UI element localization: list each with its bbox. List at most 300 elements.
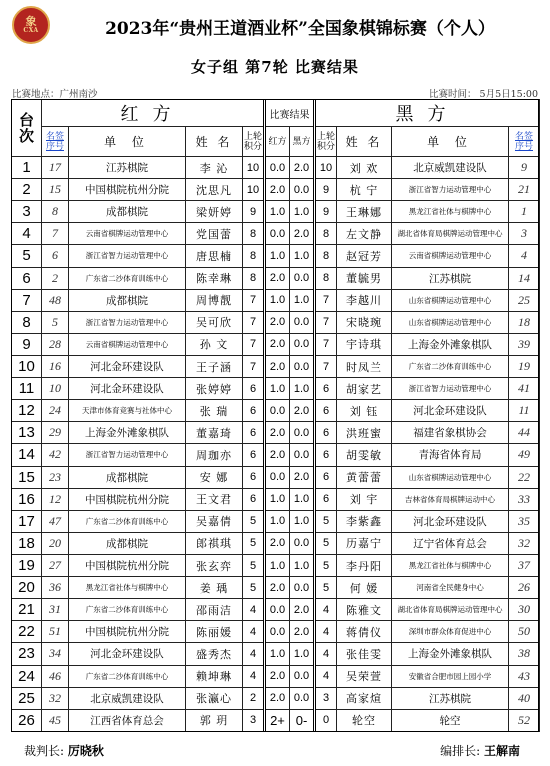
- logo-text: CXA: [23, 26, 39, 34]
- red-name-cell: 周珈亦: [186, 444, 243, 466]
- red-previous-points-cell: 7: [243, 311, 265, 333]
- black-name-cell: 历嘉宁: [337, 532, 392, 554]
- red-unit-cell: 中国棋院杭州分院: [69, 488, 186, 510]
- black-name-header: 姓 名: [337, 127, 392, 157]
- black-result-cell: 0.0: [290, 179, 315, 201]
- red-name-cell: 陈丽媛: [186, 621, 243, 643]
- red-unit-cell: 广东省二沙体育训练中心: [69, 510, 186, 532]
- black-unit-cell: 湖北省体育局棋牌运动管理中心: [392, 599, 509, 621]
- black-result-cell: 0.0: [290, 665, 315, 687]
- red-previous-points-cell: 6: [243, 488, 265, 510]
- red-name-cell: 盛秀杰: [186, 643, 243, 665]
- red-seed-cell: 31: [42, 599, 69, 621]
- red-previous-points-cell: 8: [243, 245, 265, 267]
- red-previous-points-cell: 8: [243, 223, 265, 245]
- black-name-cell: 李丹阳: [337, 554, 392, 576]
- black-seed-cell: 25: [509, 289, 540, 311]
- table-number-cell: 24: [12, 665, 42, 687]
- arranger-label: 编排长:: [440, 744, 481, 758]
- red-seed-cell: 36: [42, 577, 69, 599]
- red-result-cell: 0.0: [265, 157, 290, 179]
- red-result-cell: 1.0: [265, 201, 290, 223]
- red-seed-cell: 12: [42, 488, 69, 510]
- red-result-cell: 2.0: [265, 333, 290, 355]
- red-unit-cell: 中国棋院杭州分院: [69, 621, 186, 643]
- red-previous-points-cell: 6: [243, 422, 265, 444]
- table-number-cell: 9: [12, 333, 42, 355]
- black-unit-cell: 黑龙江省社体与棋牌中心: [392, 201, 509, 223]
- black-result-cell: 0.0: [290, 577, 315, 599]
- black-previous-points-cell: 5: [315, 577, 337, 599]
- black-seed-cell: 22: [509, 466, 540, 488]
- red-result-cell: 2.0: [265, 577, 290, 599]
- table-number-cell: 11: [12, 378, 42, 400]
- red-seed-cell: 28: [42, 333, 69, 355]
- red-unit-header: 单 位: [69, 127, 186, 157]
- black-seed-cell: 4: [509, 245, 540, 267]
- black-result-header: 黑方: [290, 127, 315, 157]
- red-unit-cell: 成都棋院: [69, 466, 186, 488]
- red-name-cell: 邵雨洁: [186, 599, 243, 621]
- red-name-cell: 吴嘉倩: [186, 510, 243, 532]
- red-name-cell: 党国蕾: [186, 223, 243, 245]
- black-unit-cell: 河北金环建设队: [392, 400, 509, 422]
- red-previous-points-cell: 6: [243, 444, 265, 466]
- black-name-cell: 左文静: [337, 223, 392, 245]
- red-name-cell: 梁妍婷: [186, 201, 243, 223]
- black-seed-cell: 21: [509, 179, 540, 201]
- red-result-cell: 0.0: [265, 466, 290, 488]
- red-name-cell: 郎祺琪: [186, 532, 243, 554]
- black-result-cell: 2.0: [290, 157, 315, 179]
- black-seed-cell: 19: [509, 355, 540, 377]
- page-subtitle: 女子组 第7轮 比赛结果: [191, 58, 359, 76]
- black-name-cell: 董毓男: [337, 267, 392, 289]
- red-previous-points-cell: 7: [243, 355, 265, 377]
- black-previous-points-cell: 7: [315, 289, 337, 311]
- red-side-header: 红方: [42, 100, 265, 127]
- black-name-cell: 李紫鑫: [337, 510, 392, 532]
- black-seed-cell: 9: [509, 157, 540, 179]
- black-unit-cell: 青海省体育局: [392, 444, 509, 466]
- black-result-cell: 1.0: [290, 488, 315, 510]
- red-result-cell: 1.0: [265, 289, 290, 311]
- table-number-cell: 8: [12, 311, 42, 333]
- red-seed-cell: 27: [42, 554, 69, 576]
- black-result-cell: 1.0: [290, 245, 315, 267]
- table-number-cell: 17: [12, 510, 42, 532]
- black-name-cell: 宇诗琪: [337, 333, 392, 355]
- red-unit-cell: 云南省棋牌运动管理中心: [69, 223, 186, 245]
- red-name-cell: 赖坤琳: [186, 665, 243, 687]
- black-previous-points-cell: 0: [315, 709, 337, 731]
- red-result-cell: 2.0: [265, 179, 290, 201]
- black-name-cell: 高家煊: [337, 687, 392, 709]
- black-previous-points-cell: 6: [315, 400, 337, 422]
- black-result-cell: 2.0: [290, 466, 315, 488]
- black-name-cell: 陈雅文: [337, 599, 392, 621]
- red-seed-cell: 48: [42, 289, 69, 311]
- black-result-cell: 1.0: [290, 201, 315, 223]
- table-number-cell: 15: [12, 466, 42, 488]
- black-seed-cell: 39: [509, 333, 540, 355]
- red-seed-cell: 46: [42, 665, 69, 687]
- black-seed-header-text: 名签序号: [514, 131, 533, 152]
- table-number-cell: 12: [12, 400, 42, 422]
- table-number-cell: 23: [12, 643, 42, 665]
- black-unit-cell: 江苏棋院: [392, 687, 509, 709]
- red-name-cell: 陈幸琳: [186, 267, 243, 289]
- black-previous-points-cell: 7: [315, 333, 337, 355]
- black-seed-cell: 41: [509, 378, 540, 400]
- black-unit-cell: 山东省棋牌运动管理中心: [392, 311, 509, 333]
- black-seed-cell: 26: [509, 577, 540, 599]
- black-seed-cell: 43: [509, 665, 540, 687]
- table-number-cell: 2: [12, 179, 42, 201]
- black-previous-points-cell: 10: [315, 157, 337, 179]
- red-seed-cell: 5: [42, 311, 69, 333]
- black-name-cell: 蒋倩仪: [337, 621, 392, 643]
- black-unit-cell: 北京威凯建设队: [392, 157, 509, 179]
- black-result-cell: 0.0: [290, 687, 315, 709]
- black-result-cell: 1.0: [290, 289, 315, 311]
- table-number-cell: 20: [12, 577, 42, 599]
- red-result-cell: 1.0: [265, 245, 290, 267]
- table-number-cell: 25: [12, 687, 42, 709]
- red-seed-cell: 32: [42, 687, 69, 709]
- black-unit-cell: 浙江省智力运动管理中心: [392, 378, 509, 400]
- red-unit-cell: 河北金环建设队: [69, 378, 186, 400]
- red-result-cell: 2.0: [265, 422, 290, 444]
- black-name-cell: 何 媛: [337, 577, 392, 599]
- red-previous-points-cell: 5: [243, 532, 265, 554]
- time-label: 比赛时间： 5月5日15:00: [429, 89, 538, 100]
- black-result-cell: 0.0: [290, 311, 315, 333]
- red-previous-points-cell: 5: [243, 554, 265, 576]
- black-previous-points-cell: 5: [315, 554, 337, 576]
- black-seed-cell: 32: [509, 532, 540, 554]
- red-seed-cell: 7: [42, 223, 69, 245]
- black-previous-points-cell: 4: [315, 665, 337, 687]
- logo-glyph: 象: [25, 14, 37, 28]
- red-result-cell: 2.0: [265, 665, 290, 687]
- table-number-cell: 21: [12, 599, 42, 621]
- black-unit-cell: 轮空: [392, 709, 509, 731]
- black-side-header: 黑方: [315, 100, 540, 127]
- black-unit-cell: 吉林省体育局棋牌运动中心: [392, 488, 509, 510]
- black-unit-cell: 河南省全民健身中心: [392, 577, 509, 599]
- red-result-cell: 1.0: [265, 643, 290, 665]
- red-name-cell: 张婷婷: [186, 378, 243, 400]
- black-result-cell: 2.0: [290, 621, 315, 643]
- red-seed-header-text: 名签序号: [45, 131, 64, 152]
- table-number-header-top: 台: [18, 111, 34, 129]
- black-previous-points-cell: 6: [315, 378, 337, 400]
- red-name-cell: 郭 玥: [186, 709, 243, 731]
- red-result-cell: 1.0: [265, 488, 290, 510]
- red-result-cell: 2.0: [265, 355, 290, 377]
- red-previous-points-cell: 10: [243, 157, 265, 179]
- red-seed-cell: 23: [42, 466, 69, 488]
- red-previous-points-cell: 4: [243, 643, 265, 665]
- black-result-cell: 1.0: [290, 554, 315, 576]
- red-previous-points-cell: 2: [243, 687, 265, 709]
- black-seed-cell: 44: [509, 422, 540, 444]
- black-name-cell: 刘 宇: [337, 488, 392, 510]
- red-result-cell: 2.0: [265, 687, 290, 709]
- red-seed-cell: 16: [42, 355, 69, 377]
- black-previous-points-cell: 3: [315, 687, 337, 709]
- red-name-cell: 吴可欣: [186, 311, 243, 333]
- red-unit-cell: 浙江省智力运动管理中心: [69, 444, 186, 466]
- table-number-cell: 7: [12, 289, 42, 311]
- red-unit-cell: 江西省体育总会: [69, 709, 186, 731]
- black-seed-cell: 38: [509, 643, 540, 665]
- red-seed-cell: 15: [42, 179, 69, 201]
- arranger-signature: [440, 742, 520, 759]
- red-unit-cell: 北京威凯建设队: [69, 687, 186, 709]
- red-name-cell: 张瀛心: [186, 687, 243, 709]
- black-seed-cell: 3: [509, 223, 540, 245]
- red-previous-points-cell: 4: [243, 599, 265, 621]
- black-previous-points-cell: 4: [315, 643, 337, 665]
- black-previous-points-cell: 9: [315, 179, 337, 201]
- red-unit-cell: 广东省二沙体育训练中心: [69, 599, 186, 621]
- red-previous-points-cell: 10: [243, 179, 265, 201]
- red-previous-points-cell: 4: [243, 665, 265, 687]
- red-result-cell: 2.0: [265, 311, 290, 333]
- red-name-cell: 周博靓: [186, 289, 243, 311]
- table-number-cell: 5: [12, 245, 42, 267]
- table-number-cell: 16: [12, 488, 42, 510]
- black-result-cell: 0.0: [290, 267, 315, 289]
- red-result-cell: 0.0: [265, 621, 290, 643]
- red-result-cell: 1.0: [265, 378, 290, 400]
- red-name-cell: 王文君: [186, 488, 243, 510]
- red-name-cell: 李 沁: [186, 157, 243, 179]
- table-number-cell: 13: [12, 422, 42, 444]
- referee-name: 厉晓秋: [67, 744, 104, 758]
- venue-label: 比赛地点：广州南沙: [12, 89, 98, 100]
- red-points-header-text: 上轮积分: [243, 131, 262, 152]
- table-number-cell: 14: [12, 444, 42, 466]
- red-seed-cell: 24: [42, 400, 69, 422]
- red-name-cell: 安 娜: [186, 466, 243, 488]
- red-seed-cell: 17: [42, 157, 69, 179]
- red-name-header: 姓 名: [186, 127, 243, 157]
- black-name-cell: 杭 宁: [337, 179, 392, 201]
- red-seed-cell: 42: [42, 444, 69, 466]
- black-name-cell: 轮空: [337, 709, 392, 731]
- red-seed-cell: 47: [42, 510, 69, 532]
- red-result-cell: 2.0: [265, 267, 290, 289]
- red-name-cell: 张玄弈: [186, 554, 243, 576]
- black-result-cell: 2.0: [290, 599, 315, 621]
- red-seed-cell: 51: [42, 621, 69, 643]
- red-unit-cell: 浙江省智力运动管理中心: [69, 311, 186, 333]
- result-header: 比赛结果: [265, 100, 315, 127]
- black-name-cell: 刘 钰: [337, 400, 392, 422]
- red-previous-points-cell: 6: [243, 400, 265, 422]
- association-logo: [12, 6, 50, 44]
- red-name-cell: 姜 瑀: [186, 577, 243, 599]
- red-seed-cell: 34: [42, 643, 69, 665]
- black-seed-cell: 30: [509, 599, 540, 621]
- red-result-cell: 0.0: [265, 599, 290, 621]
- red-previous-points-cell: 7: [243, 333, 265, 355]
- red-result-cell: 2.0: [265, 444, 290, 466]
- red-result-cell: 2.0: [265, 532, 290, 554]
- red-result-cell: 1.0: [265, 510, 290, 532]
- black-unit-cell: 河北金环建设队: [392, 510, 509, 532]
- black-seed-cell: 40: [509, 687, 540, 709]
- black-unit-cell: 浙江省智力运动管理中心: [392, 179, 509, 201]
- black-unit-cell: 深圳市群众体育促进中心: [392, 621, 509, 643]
- black-previous-points-cell: 8: [315, 223, 337, 245]
- red-seed-cell: 20: [42, 532, 69, 554]
- red-name-cell: 王子涵: [186, 355, 243, 377]
- referee-signature: [24, 742, 104, 759]
- red-result-cell: 2+: [265, 709, 290, 731]
- black-previous-points-cell: 4: [315, 621, 337, 643]
- black-seed-cell: 52: [509, 709, 540, 731]
- red-unit-cell: 成都棋院: [69, 532, 186, 554]
- red-unit-cell: 上海金外滩象棋队: [69, 422, 186, 444]
- red-previous-points-cell: 6: [243, 466, 265, 488]
- black-previous-points-cell: 7: [315, 311, 337, 333]
- black-unit-cell: 山东省棋牌运动管理中心: [392, 289, 509, 311]
- table-number-cell: 26: [12, 709, 42, 731]
- red-unit-cell: 天津市体育竞赛与社体中心: [69, 400, 186, 422]
- black-previous-points-cell: 6: [315, 422, 337, 444]
- red-unit-cell: 浙江省智力运动管理中心: [69, 245, 186, 267]
- black-name-cell: 时凤兰: [337, 355, 392, 377]
- black-seed-cell: 37: [509, 554, 540, 576]
- black-previous-points-cell: 5: [315, 532, 337, 554]
- black-seed-cell: 50: [509, 621, 540, 643]
- black-name-cell: 吴荣萱: [337, 665, 392, 687]
- red-result-header: 红方: [265, 127, 290, 157]
- black-seed-cell: 49: [509, 444, 540, 466]
- black-result-cell: 0.0: [290, 444, 315, 466]
- black-result-cell: 1.0: [290, 378, 315, 400]
- black-unit-cell: 山东省棋牌运动管理中心: [392, 466, 509, 488]
- black-points-header-text: 上轮积分: [316, 131, 335, 152]
- black-name-cell: 赵冠芳: [337, 245, 392, 267]
- red-seed-cell: 29: [42, 422, 69, 444]
- black-previous-points-cell: 9: [315, 201, 337, 223]
- red-previous-points-cell: 5: [243, 510, 265, 532]
- red-unit-cell: 成都棋院: [69, 201, 186, 223]
- black-unit-cell: 云南省棋牌运动管理中心: [392, 245, 509, 267]
- black-previous-points-cell: 6: [315, 466, 337, 488]
- black-unit-cell: 安徽省合肥市园上园小学: [392, 665, 509, 687]
- red-name-cell: 孙 文: [186, 333, 243, 355]
- black-result-cell: 0.0: [290, 532, 315, 554]
- black-seed-cell: 11: [509, 400, 540, 422]
- black-seed-cell: 14: [509, 267, 540, 289]
- black-previous-points-cell: 5: [315, 510, 337, 532]
- black-result-cell: 1.0: [290, 510, 315, 532]
- red-result-cell: 1.0: [265, 554, 290, 576]
- red-seed-cell: 8: [42, 201, 69, 223]
- table-number-header-bottom: 次: [18, 127, 34, 145]
- red-name-cell: 唐思楠: [186, 245, 243, 267]
- black-name-cell: 胡家艺: [337, 378, 392, 400]
- table-number-cell: 19: [12, 554, 42, 576]
- red-unit-cell: 江苏棋院: [69, 157, 186, 179]
- red-result-cell: 0.0: [265, 223, 290, 245]
- black-unit-cell: 上海金外滩象棋队: [392, 333, 509, 355]
- red-unit-cell: 成都棋院: [69, 289, 186, 311]
- black-name-cell: 张佳雯: [337, 643, 392, 665]
- red-unit-cell: 中国棋院杭州分院: [69, 554, 186, 576]
- black-previous-points-cell: 8: [315, 267, 337, 289]
- black-seed-cell: 1: [509, 201, 540, 223]
- black-unit-header: 单 位: [392, 127, 509, 157]
- red-unit-cell: 河北金环建设队: [69, 355, 186, 377]
- black-name-cell: 宋晓琬: [337, 311, 392, 333]
- red-previous-points-cell: 9: [243, 201, 265, 223]
- red-result-cell: 0.0: [265, 400, 290, 422]
- red-unit-cell: 广东省二沙体育训练中心: [69, 267, 186, 289]
- black-seed-cell: 35: [509, 510, 540, 532]
- red-unit-cell: 黑龙江省社体与棋牌中心: [69, 577, 186, 599]
- table-number-cell: 1: [12, 157, 42, 179]
- referee-label: 裁判长:: [24, 744, 65, 758]
- black-result-cell: 0.0: [290, 333, 315, 355]
- black-result-cell: 0.0: [290, 422, 315, 444]
- black-result-cell: 0-: [290, 709, 315, 731]
- red-seed-cell: 45: [42, 709, 69, 731]
- table-number-cell: 10: [12, 355, 42, 377]
- black-result-cell: 1.0: [290, 643, 315, 665]
- red-previous-points-cell: 8: [243, 267, 265, 289]
- black-name-cell: 胡雯敏: [337, 444, 392, 466]
- black-seed-cell: 18: [509, 311, 540, 333]
- red-unit-cell: 中国棋院杭州分院: [69, 179, 186, 201]
- black-previous-points-cell: 6: [315, 444, 337, 466]
- red-unit-cell: 广东省二沙体育训练中心: [69, 665, 186, 687]
- black-name-cell: 王琳娜: [337, 201, 392, 223]
- table-number-cell: 6: [12, 267, 42, 289]
- red-previous-points-cell: 3: [243, 709, 265, 731]
- red-unit-cell: 云南省棋牌运动管理中心: [69, 333, 186, 355]
- black-unit-cell: 广东省二沙体育训练中心: [392, 355, 509, 377]
- table-number-cell: 4: [12, 223, 42, 245]
- red-previous-points-cell: 7: [243, 289, 265, 311]
- table-frame: [11, 99, 539, 732]
- black-unit-cell: 福建省象棋协会: [392, 422, 509, 444]
- black-unit-cell: 湖北省体育局棋牌运动管理中心: [392, 223, 509, 245]
- black-name-cell: 黄蕾蕾: [337, 466, 392, 488]
- black-previous-points-cell: 8: [315, 245, 337, 267]
- black-unit-cell: 黑龙江省社体与棋牌中心: [392, 554, 509, 576]
- red-seed-cell: 6: [42, 245, 69, 267]
- arranger-name: 王解南: [483, 744, 520, 758]
- black-unit-cell: 上海金外滩象棋队: [392, 643, 509, 665]
- black-previous-points-cell: 6: [315, 488, 337, 510]
- red-name-cell: 沈思凡: [186, 179, 243, 201]
- red-seed-cell: 10: [42, 378, 69, 400]
- black-seed-cell: 33: [509, 488, 540, 510]
- red-name-cell: 张 瑞: [186, 400, 243, 422]
- black-result-cell: 2.0: [290, 400, 315, 422]
- red-name-cell: 董嘉琦: [186, 422, 243, 444]
- red-previous-points-cell: 5: [243, 577, 265, 599]
- black-previous-points-cell: 4: [315, 599, 337, 621]
- red-previous-points-cell: 6: [243, 378, 265, 400]
